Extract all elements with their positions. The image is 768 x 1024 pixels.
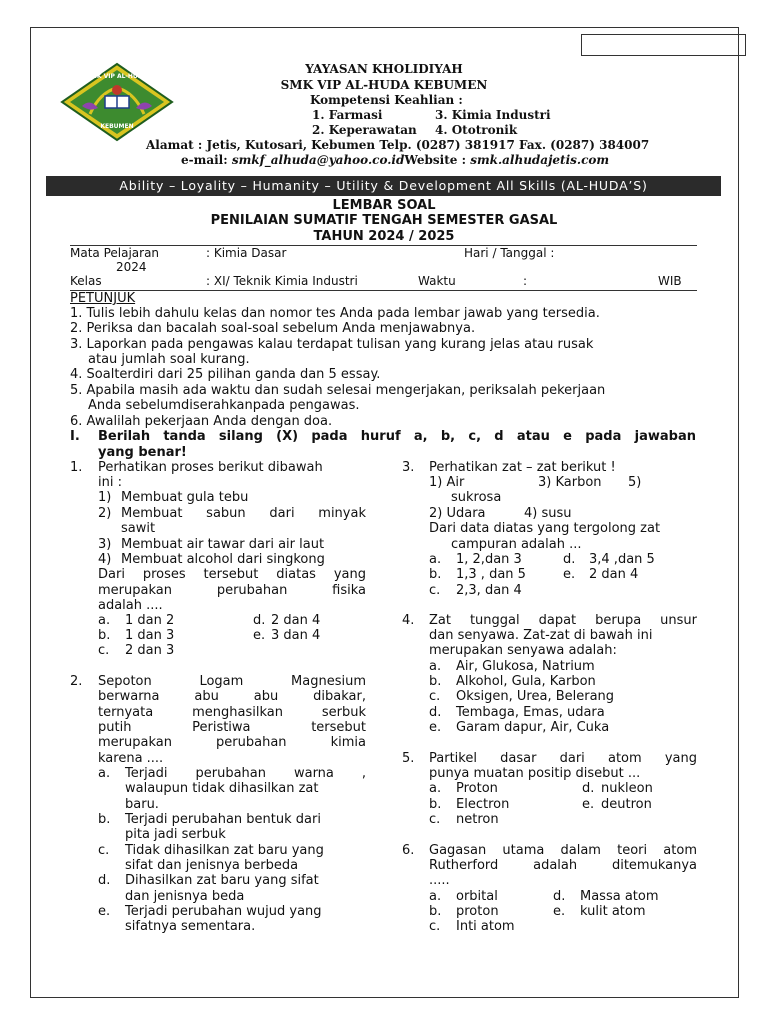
question-stem: ini :: [98, 475, 122, 490]
option-text: 1 dan 3: [125, 628, 175, 643]
list-item: 2) Udara: [429, 506, 486, 521]
question-stem: Zat tunggal dapat berupa unsur: [429, 613, 697, 628]
option-text: Electron: [456, 797, 510, 812]
option-letter: c.: [98, 643, 110, 658]
option-letter: d.: [563, 552, 576, 567]
option-letter: b.: [429, 797, 442, 812]
option-text: 3,4 ,dan 5: [589, 552, 655, 567]
option-text: deutron: [601, 797, 652, 812]
option-text: Terjadi perubahan bentuk dari: [125, 812, 321, 827]
website-value: smk.alhudajetis.com: [470, 153, 610, 167]
competency-2: 2. Keperawatan: [312, 123, 417, 137]
instruction-line: 1. Tulis lebih dahulu kelas dan nomor tes Anda pada lembar jawab yang tersedia.: [70, 306, 600, 321]
list-item: Membuat gula tebu: [121, 490, 249, 505]
subject-value: : Kimia Dasar: [206, 246, 287, 260]
instruction-line: 5. Apabila masih ada waktu dan sudah selesai mengerjakan, periksalah pekerjaan: [70, 383, 606, 398]
list-item: Membuat air tawar dari air laut: [121, 537, 325, 552]
option-letter: b.: [429, 904, 442, 919]
logo-text-top: SMK VIP AL-HUDA: [86, 73, 148, 80]
option-text: Terjadi perubahan wujud yang: [125, 904, 322, 919]
option-letter: e.: [582, 797, 595, 812]
class-value: : XI/ Teknik Kimia Industri: [206, 274, 358, 288]
school-name: SMK VIP AL-HUDA KEBUMEN: [280, 78, 488, 92]
instruction-line: atau jumlah soal kurang.: [88, 352, 250, 367]
option-letter: e.: [563, 567, 576, 582]
time-colon: :: [523, 274, 528, 288]
option-text: pita jadi serbuk: [125, 827, 226, 842]
list-item-number: 1): [98, 490, 112, 505]
option-text: Massa atom: [580, 889, 659, 904]
option-text: Alkohol, Gula, Karbon: [456, 674, 596, 689]
question-number: 4.: [402, 613, 415, 628]
school-motto: Ability – Loyality – Humanity – Utility & Development All Skills (AL-HUDA’S): [46, 176, 721, 196]
option-text: proton: [456, 904, 499, 919]
title-year: TAHUN 2024 / 2025: [313, 229, 455, 244]
question-stem: Sepoton Logam Magnesium: [98, 674, 366, 689]
option-text: 1 dan 2: [125, 613, 175, 628]
option-text: Air, Glukosa, Natrium: [456, 659, 595, 674]
website-label: Website :: [404, 153, 471, 167]
question-stem: .....: [429, 873, 450, 888]
option-text: kulit atom: [580, 904, 646, 919]
question-prompt: adalah ....: [98, 598, 163, 613]
question-stem: berwarna abu abu dibakar,: [98, 689, 366, 704]
option-letter: c.: [429, 919, 441, 934]
option-letter: d.: [582, 781, 595, 796]
section-number: I.: [70, 429, 80, 444]
option-letter: a.: [98, 613, 111, 628]
question-number: 3.: [402, 460, 415, 475]
option-text: sifat dan jenisnya berbeda: [125, 858, 299, 873]
list-item: 3) Karbon: [538, 475, 602, 490]
section-instruction: Berilah tanda silang (X) pada huruf a, b, c, d atau e pada jawaban: [98, 429, 696, 444]
option-letter: b.: [429, 674, 442, 689]
option-text: 2 dan 4: [589, 567, 639, 582]
competency-1: 1. Farmasi: [312, 108, 383, 122]
school-address: Alamat : Jetis, Kutosari, Kebumen Telp. (0287) 381917 Fax. (0287) 384007: [146, 138, 650, 152]
question-prompt: campuran adalah ...: [451, 537, 582, 552]
instruction-line: 2. Periksa dan bacalah soal-soal sebelum Anda menjawabnya.: [70, 321, 476, 336]
list-item: Membuat sabun dari minyak: [121, 506, 366, 521]
instruction-line: 6. Awalilah pekerjaan Anda dengan doa.: [70, 414, 333, 429]
option-text: Inti atom: [456, 919, 515, 934]
list-item: 4) susu: [524, 506, 572, 521]
info-top-rule: [70, 245, 697, 246]
question-stem: Perhatikan proses berikut dibawah: [98, 460, 323, 475]
option-letter: b.: [429, 567, 442, 582]
option-letter: a.: [429, 659, 442, 674]
option-letter: d.: [253, 613, 266, 628]
competency-4: 4. Ototronik: [435, 123, 518, 137]
option-letter: c.: [429, 689, 441, 704]
option-text: Dihasilkan zat baru yang sifat: [125, 873, 319, 888]
subject-label: Mata Pelajaran: [70, 246, 160, 260]
option-text: 2 dan 4: [271, 613, 321, 628]
option-text: sifatnya sementara.: [125, 919, 256, 934]
option-letter: e.: [429, 720, 442, 735]
section-instruction-cont: yang benar!: [98, 445, 187, 460]
exam-code-box: [581, 34, 746, 56]
list-item-number: 4): [98, 552, 112, 567]
option-letter: b.: [98, 812, 111, 827]
instruction-line: 3. Laporkan pada pengawas kalau terdapat tulisan yang kurang jelas atau rusak: [70, 337, 594, 352]
option-letter: a.: [429, 552, 442, 567]
option-letter: a.: [429, 781, 442, 796]
question-stem: merupakan senyawa adalah:: [429, 643, 617, 658]
info-year: 2024: [116, 260, 147, 274]
question-number: 1.: [70, 460, 83, 475]
option-letter: e.: [553, 904, 566, 919]
time-label: Waktu: [418, 274, 456, 288]
option-text: 2 dan 3: [125, 643, 175, 658]
option-letter: a.: [98, 766, 111, 781]
question-prompt: Dari proses tersebut diatas yang: [98, 567, 366, 582]
option-text: orbital: [456, 889, 498, 904]
email-label: e-mail:: [181, 153, 232, 167]
instruction-line: Anda sebelumdiserahkanpada pengawas.: [88, 398, 360, 413]
option-letter: c.: [98, 843, 110, 858]
competency-3: 3. Kimia Industri: [435, 108, 551, 122]
email-value: smkf_alhuda@yahoo.co.id: [231, 153, 405, 167]
question-prompt: merupakan perubahan fisika: [98, 583, 366, 598]
option-text: 1, 2,dan 3: [456, 552, 522, 567]
option-letter: c.: [429, 583, 441, 598]
question-prompt: Dari data diatas yang tergolong zat: [429, 521, 661, 536]
question-stem: Partikel dasar dari atom yang: [429, 751, 697, 766]
foundation-name: YAYASAN KHOLIDIYAH: [305, 62, 463, 76]
option-text: baru.: [125, 797, 159, 812]
option-text: netron: [456, 812, 499, 827]
option-text: 3 dan 4: [271, 628, 321, 643]
instructions-heading: PETUNJUK: [70, 291, 136, 306]
option-text: walaupun tidak dihasilkan zat: [125, 781, 319, 796]
question-number: 2.: [70, 674, 83, 689]
option-letter: d.: [429, 705, 442, 720]
question-stem: Perhatikan zat – zat berikut !: [429, 460, 616, 475]
list-item: 1) Air: [429, 475, 465, 490]
competency-title: Kompetensi Keahlian :: [310, 93, 463, 107]
option-letter: e.: [98, 904, 111, 919]
question-stem: Rutherford adalah ditemukanya: [429, 858, 697, 873]
info-bottom-rule: [70, 290, 697, 291]
option-text: nukleon: [601, 781, 653, 796]
option-text: 2,3, dan 4: [456, 583, 522, 598]
option-text: Tembaga, Emas, udara: [456, 705, 605, 720]
option-text: dan jenisnya beda: [125, 889, 245, 904]
option-text: Garam dapur, Air, Cuka: [456, 720, 610, 735]
title-assessment: PENILAIAN SUMATIF TENGAH SEMESTER GASAL: [210, 213, 558, 228]
option-text: Proton: [456, 781, 498, 796]
list-item: 5): [628, 475, 642, 490]
option-letter: c.: [429, 812, 441, 827]
school-contact: [181, 153, 768, 167]
list-item-number: 2): [98, 506, 112, 521]
list-item: Membuat alcohol dari singkong: [121, 552, 325, 567]
list-item: sawit: [121, 521, 156, 536]
list-item-number: 3): [98, 537, 112, 552]
class-label: Kelas: [70, 274, 102, 288]
option-text: Tidak dihasilkan zat baru yang: [125, 843, 324, 858]
question-stem: merupakan perubahan kimia: [98, 735, 366, 750]
question-stem: ternyata menghasilkan serbuk: [98, 705, 366, 720]
instruction-line: 4. Soalterdiri dari 25 pilihan ganda dan 5 essay.: [70, 367, 381, 382]
question-stem: Gagasan utama dalam teori atom: [429, 843, 697, 858]
logo-text-bottom: KEBUMEN: [100, 123, 134, 130]
option-text: Terjadi perubahan warna ,: [125, 766, 366, 781]
option-letter: d.: [553, 889, 566, 904]
day-date-label: Hari / Tanggal :: [464, 246, 555, 260]
option-text: Oksigen, Urea, Belerang: [456, 689, 615, 704]
option-letter: b.: [98, 628, 111, 643]
option-text: 1,3 , dan 5: [456, 567, 526, 582]
question-stem: punya muatan positip disebut ...: [429, 766, 641, 781]
time-unit: WIB: [658, 274, 682, 288]
question-stem: karena ....: [98, 751, 164, 766]
list-item: sukrosa: [451, 490, 502, 505]
title-lembar-soal: LEMBAR SOAL: [332, 198, 436, 213]
option-letter: a.: [429, 889, 442, 904]
question-number: 5.: [402, 751, 415, 766]
question-stem: putih Peristiwa tersebut: [98, 720, 366, 735]
option-letter: e.: [253, 628, 266, 643]
question-stem: dan senyawa. Zat-zat di bawah ini: [429, 628, 653, 643]
question-number: 6.: [402, 843, 415, 858]
option-letter: d.: [98, 873, 111, 888]
